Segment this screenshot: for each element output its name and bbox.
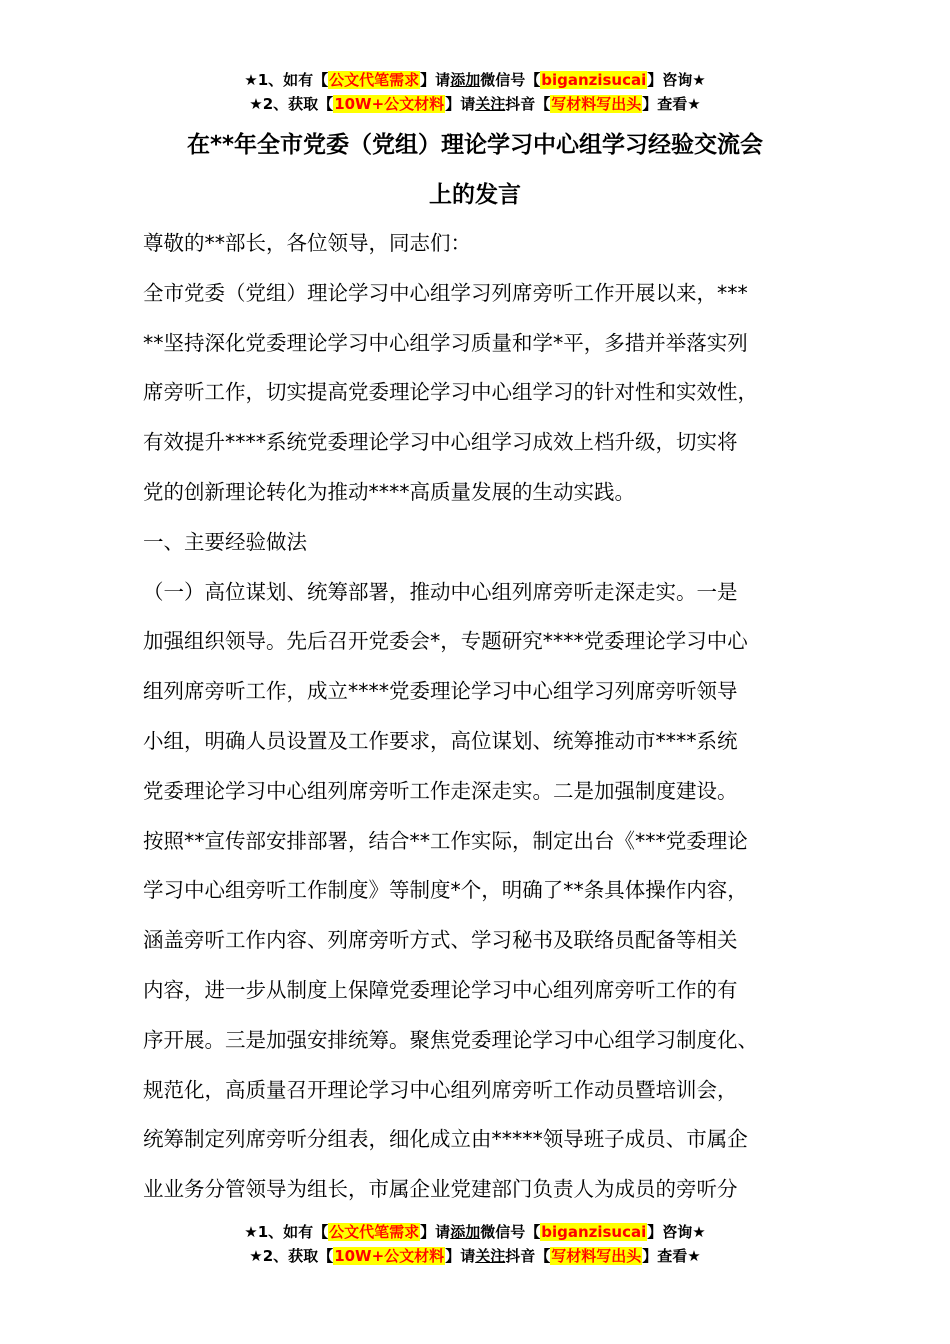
banner-highlight: 写材料写出头: [551, 95, 642, 113]
body-line: 组列席旁听工作，成立****党委理论学习中心组学习列席旁听领导: [143, 679, 738, 704]
body-line: 规范化，高质量召开理论学习中心组列席旁听工作动员暨培训会，: [143, 1077, 738, 1102]
body-line: （一）高位谋划、统筹部署，推动中心组列席旁听走深走实。一是: [143, 579, 738, 604]
banner-text: 】请: [420, 71, 451, 89]
banner-line-2: [0, 92, 950, 116]
body-line: 席旁听工作，切实提高党委理论学习中心组学习的针对性和实效性，: [143, 380, 758, 405]
banner-text: ★1、如有【: [244, 71, 329, 89]
banner-text: 】查看★: [642, 95, 701, 113]
banner-line-1: [0, 1220, 950, 1244]
header-banner: [0, 68, 950, 116]
banner-text: 微信号【: [480, 1223, 541, 1241]
banner-text: ★2、获取【: [249, 1247, 334, 1265]
banner-text: 抖音【: [505, 95, 551, 113]
banner-text: 】咨询★: [647, 1223, 706, 1241]
document-body: [143, 219, 843, 1215]
body-line: 涵盖旁听工作内容、列席旁听方式、学习秘书及联络员配备等相关: [143, 928, 738, 953]
body-line: 小组，明确人员设置及工作要求，高位谋划、统筹推动市****系统: [143, 728, 738, 753]
banner-text: 】查看★: [642, 1247, 701, 1265]
banner-text: 】请: [420, 1223, 451, 1241]
banner-text: ★2、获取【: [249, 95, 334, 113]
banner-line-2: [0, 1244, 950, 1268]
title-line-2: 上的发言: [429, 182, 521, 208]
banner-text: 】请: [445, 1247, 476, 1265]
banner-highlight: 公文代笔需求: [329, 71, 420, 89]
banner-underline: 添加: [450, 71, 481, 89]
title-line-1: 在**年全市党委（党组）理论学习中心组学习经验交流会: [186, 132, 764, 158]
body-line: 党委理论学习中心组列席旁听工作走深走实。二是加强制度建设。: [143, 778, 738, 803]
banner-highlight: 公文代笔需求: [329, 1223, 420, 1241]
body-line: 按照**宣传部安排部署，结合**工作实际，制定出台《***党委理论: [143, 828, 748, 853]
banner-highlight: 写材料写出头: [551, 1247, 642, 1265]
body-line: 统筹制定列席旁听分组表，细化成立由*****领导班子成员、市属企: [143, 1127, 748, 1152]
body-line: 业业务分管领导为组长，市属企业党建部门负责人为成员的旁听分: [143, 1177, 738, 1202]
banner-text: 】请: [445, 95, 476, 113]
banner-line-1: [0, 68, 950, 92]
banner-text: ★1、如有【: [244, 1223, 329, 1241]
banner-underline: 添加: [450, 1223, 481, 1241]
banner-highlight: biganzisucai: [541, 71, 647, 89]
body-line: 内容，进一步从制度上保障党委理论学习中心组列席旁听工作的有: [143, 977, 738, 1002]
footer-banner: [0, 1220, 950, 1268]
body-line: 尊敬的**部长，各位领导，同志们：: [143, 231, 471, 255]
document-title: [0, 120, 950, 220]
body-line: 加强组织领导。先后召开党委会*，专题研究****党委理论学习中心: [143, 629, 748, 654]
body-line: 一、主要经验做法: [143, 529, 307, 554]
body-line: 有效提升****系统党委理论学习中心组学习成效上档升级，切实将: [143, 430, 738, 455]
banner-text: 微信号【: [480, 71, 541, 89]
banner-text: 抖音【: [505, 1247, 551, 1265]
banner-highlight: biganzisucai: [541, 1223, 647, 1241]
banner-underline: 关注: [475, 95, 506, 113]
banner-underline: 关注: [475, 1247, 506, 1265]
body-line: 学习中心组旁听工作制度》等制度*个，明确了**条具体操作内容，: [143, 878, 748, 903]
body-line: 党的创新理论转化为推动****高质量发展的生动实践。: [143, 479, 635, 504]
body-line: **坚持深化党委理论学习中心组学习质量和学*平，多措并举落实列: [143, 330, 748, 355]
banner-highlight: 10W+公文材料: [334, 1247, 445, 1265]
banner-text: 】咨询★: [647, 71, 706, 89]
body-line: 全市党委（党组）理论学习中心组学习列席旁听工作开展以来，***: [143, 280, 748, 305]
body-line: 序开展。三是加强安排统筹。聚焦党委理论学习中心组学习制度化、: [143, 1027, 758, 1052]
banner-highlight: 10W+公文材料: [334, 95, 445, 113]
